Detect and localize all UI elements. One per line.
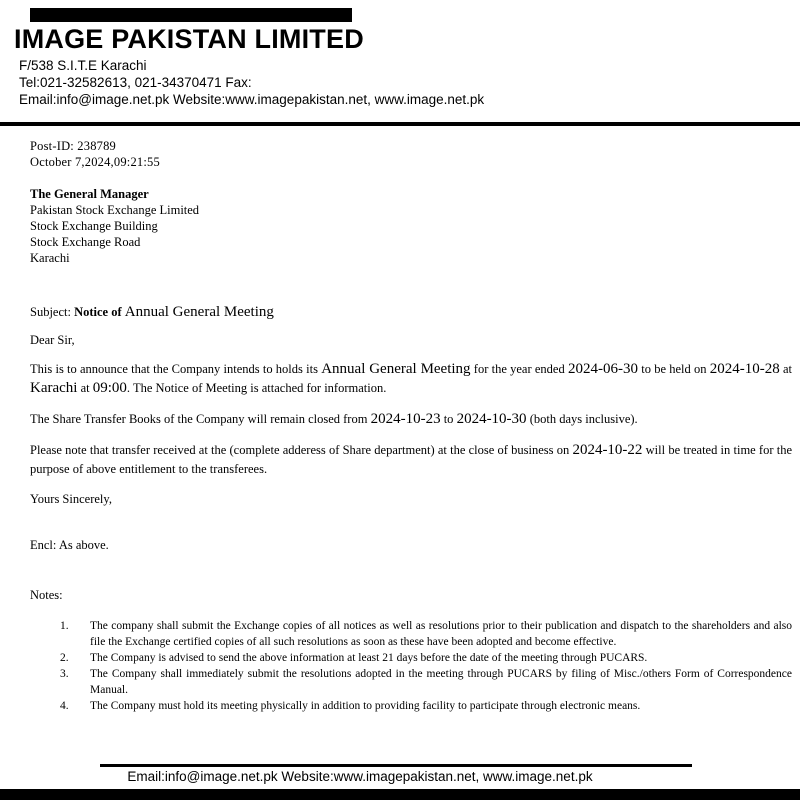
- date-time: October 7,2024,09:21:55: [30, 155, 160, 169]
- recipient-line-2: Stock Exchange Building: [30, 219, 158, 233]
- paragraph-text: (both days inclusive).: [526, 412, 638, 426]
- recipient-line-4: Karachi: [30, 251, 70, 265]
- paragraph-book-closure: [30, 410, 792, 429]
- paragraph-text: for the year ended: [470, 362, 568, 376]
- letterhead-tel: Tel:021-32582613, 021-34370471 Fax:: [19, 75, 252, 91]
- note-number: 3.: [60, 668, 69, 680]
- salutation: Dear Sir,: [30, 333, 75, 347]
- note-number: 1.: [60, 620, 69, 632]
- paragraph-announcement: [30, 360, 792, 398]
- closing: Yours Sincerely,: [30, 492, 112, 506]
- year-ended-date: 2024-06-30: [567, 361, 638, 377]
- recipient-block: [30, 186, 792, 266]
- note-item-1: [30, 618, 792, 650]
- subject-bold-part: Notice of: [74, 305, 125, 319]
- meeting-date: 2024-10-28: [709, 361, 780, 377]
- post-id: Post-ID: 238789: [30, 139, 116, 153]
- meeting-type-value: Annual General Meeting: [321, 361, 471, 377]
- notes-title: Notes:: [30, 588, 63, 602]
- paragraph-text: at: [779, 362, 793, 376]
- recipient-line-1: Pakistan Stock Exchange Limited: [30, 203, 200, 217]
- footer-contact: Email:info@image.net.pk Website:www.imagepakistan.net, www.image.net.pk: [127, 769, 593, 784]
- transfer-cutoff-date: 2024-10-22: [572, 442, 643, 458]
- paragraph-text: This is to announce that the Company intends to holds its: [30, 362, 322, 376]
- meeting-time: 09:00: [92, 380, 127, 396]
- note-item-3: [30, 666, 792, 698]
- header-divider-rule: [0, 122, 800, 126]
- paragraph-text: The Share Transfer Books of the Company will remain closed from: [30, 412, 371, 426]
- note-text: The company shall submit the Exchange copies of all notices as well as resolutions prior to their publication and dispatch to the shareholders and also file the Exchange certified copies of all such resolutions as soon as these have been adopted and become effective.: [90, 620, 792, 648]
- note-text: The Company shall immediately submit the resolutions adopted in the meeting through PUCARS by filing of Misc./others Form of Correspondence Manual.: [90, 668, 792, 696]
- note-number: 4.: [60, 700, 69, 712]
- paragraph-transfer-note: [30, 441, 792, 479]
- note-item-2: [30, 650, 792, 666]
- subject-line: [30, 302, 792, 322]
- letter-body: [30, 138, 792, 714]
- bottom-black-bar: [0, 789, 800, 800]
- recipient-line-3: Stock Exchange Road: [30, 235, 141, 249]
- note-number: 2.: [60, 652, 69, 664]
- paragraph-text: . The Notice of Meeting is attached for information.: [126, 381, 387, 395]
- closure-start-date: 2024-10-23: [370, 411, 441, 427]
- letterhead: [14, 25, 484, 108]
- closure-end-date: 2024-10-30: [456, 411, 527, 427]
- note-text: The Company is advised to send the above information at least 21 days before the date of the meeting through PUCARS.: [90, 652, 648, 664]
- note-text: The Company must hold its meeting physically in addition to providing facility to participate through electronic means.: [90, 700, 641, 712]
- top-black-bar: [30, 8, 352, 22]
- note-item-4: [30, 698, 792, 714]
- letterhead-email: Email:info@image.net.pk Website:www.imagepakistan.net, www.image.net.pk: [19, 92, 485, 108]
- meeting-city: Karachi: [30, 380, 78, 396]
- paragraph-text: to be held on: [637, 362, 710, 376]
- subject-value: Annual General Meeting: [124, 304, 274, 320]
- subject-label: Subject:: [30, 305, 75, 319]
- paragraph-text: at: [77, 381, 93, 395]
- recipient-name: The General Manager: [30, 187, 149, 201]
- footer-divider-rule: [100, 764, 692, 767]
- company-name: IMAGE PAKISTAN LIMITED: [14, 24, 364, 54]
- letter-meta: [30, 138, 792, 170]
- letterhead-address: F/538 S.I.T.E Karachi: [19, 58, 147, 74]
- enclosure: Encl: As above.: [30, 538, 109, 552]
- paragraph-text: will be treated in time for the purpose of above entitlement to the transferees.: [30, 443, 792, 476]
- paragraph-text: to: [440, 412, 457, 426]
- notes-list: [30, 618, 792, 714]
- paragraph-text: Please note that transfer received at the (complete adderess of Share department) at the close of business on: [30, 443, 573, 457]
